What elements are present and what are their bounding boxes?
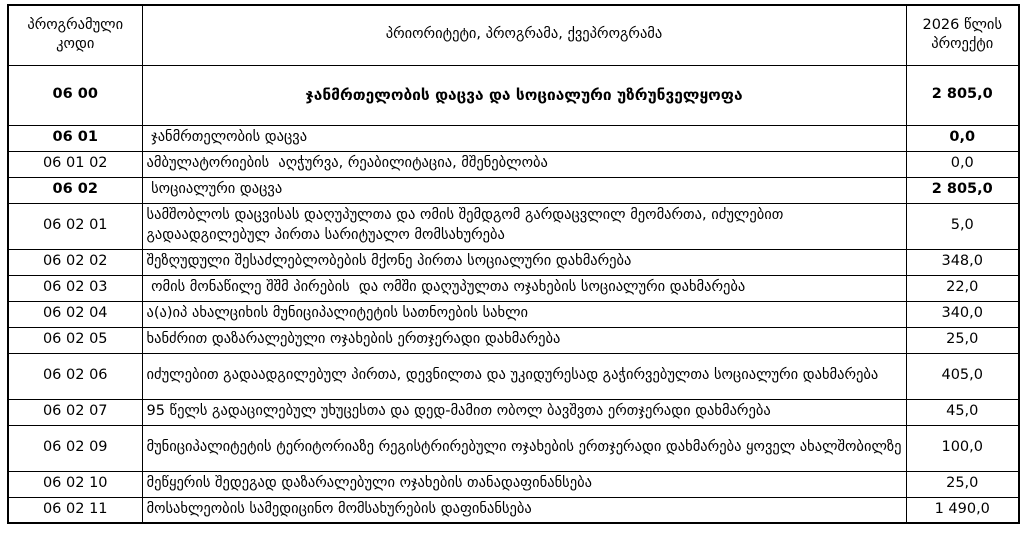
program-code-cell: 06 02 10 xyxy=(8,471,142,497)
table-row xyxy=(8,425,1019,471)
table-row xyxy=(8,177,1019,203)
program-code-cell: 06 02 01 xyxy=(8,203,142,249)
program-code-cell: 06 01 02 xyxy=(8,151,142,177)
program-name-cell: მეწყერის შედეგად დაზარალებული ოჯახების თანადაფინანსება xyxy=(142,471,906,497)
header-2026-project: 2026 წლის პროექტი xyxy=(906,5,1019,65)
table-row xyxy=(8,497,1019,523)
program-code-cell: 06 02 05 xyxy=(8,327,142,353)
program-code-cell: 06 02 02 xyxy=(8,249,142,275)
table-row xyxy=(8,125,1019,151)
amount-cell: 25,0 xyxy=(906,471,1019,497)
amount-cell: 100,0 xyxy=(906,425,1019,471)
table-row xyxy=(8,327,1019,353)
program-name-cell: ჯანმრთელობის დაცვა და სოციალური უზრუნველყოფა xyxy=(142,65,906,125)
amount-cell: 0,0 xyxy=(906,125,1019,151)
program-name-cell: ამბულატორიების აღჭურვა, რეაბილიტაცია, მშენებლობა xyxy=(142,151,906,177)
amount-cell: 45,0 xyxy=(906,399,1019,425)
amount-cell: 5,0 xyxy=(906,203,1019,249)
program-code-cell: 06 02 07 xyxy=(8,399,142,425)
program-name-cell: მუნიციპალიტეტის ტერიტორიაზე რეგისტრირებული ოჯახების ერთჯერადი დახმარება ყოველ ახალშობილზე xyxy=(142,425,906,471)
table-row xyxy=(8,471,1019,497)
program-name-cell: ჯანმრთელობის დაცვა xyxy=(142,125,906,151)
amount-cell: 22,0 xyxy=(906,275,1019,301)
program-code-cell: 06 02 11 xyxy=(8,497,142,523)
amount-cell: 2 805,0 xyxy=(906,65,1019,125)
program-code-cell: 06 02 xyxy=(8,177,142,203)
program-name-cell: შეზღუდული შესაძლებლობების მქონე პირთა სოციალური დახმარება xyxy=(142,249,906,275)
program-code-cell: 06 01 xyxy=(8,125,142,151)
program-code-cell: 06 02 06 xyxy=(8,353,142,399)
amount-cell: 2 805,0 xyxy=(906,177,1019,203)
program-code-cell: 06 02 09 xyxy=(8,425,142,471)
program-name-cell: 95 წელს გადაცილებულ უხუცესთა და დედ-მამით ობოლ ბავშვთა ერთჯერადი დახმარება xyxy=(142,399,906,425)
budget-table-container xyxy=(7,4,1018,524)
table-row xyxy=(8,249,1019,275)
program-name-cell: ა(ა)იპ ახალციხის მუნიციპალიტეტის სათნოების სახლი xyxy=(142,301,906,327)
header-priority-program: პრიორიტეტი, პროგრამა, ქვეპროგრამა xyxy=(142,5,906,65)
program-code-cell: 06 02 03 xyxy=(8,275,142,301)
program-code-cell: 06 00 xyxy=(8,65,142,125)
program-name-cell: სოციალური დაცვა xyxy=(142,177,906,203)
program-code-cell: 06 02 04 xyxy=(8,301,142,327)
table-row xyxy=(8,151,1019,177)
amount-cell: 340,0 xyxy=(906,301,1019,327)
amount-cell: 405,0 xyxy=(906,353,1019,399)
table-row xyxy=(8,275,1019,301)
program-name-cell: ხანძრით დაზარალებული ოჯახების ერთჯერადი დახმარება xyxy=(142,327,906,353)
amount-cell: 348,0 xyxy=(906,249,1019,275)
amount-cell: 25,0 xyxy=(906,327,1019,353)
budget-table xyxy=(7,4,1020,524)
program-name-cell: იძულებით გადაადგილებულ პირთა, დევნილთა და უკიდურესად გაჭირვებულთა სოციალური დახმარება xyxy=(142,353,906,399)
program-name-cell: ომის მონაწილე შშმ პირების და ომში დაღუპულთა ოჯახების სოციალური დახმარება xyxy=(142,275,906,301)
amount-cell: 1 490,0 xyxy=(906,497,1019,523)
table-row xyxy=(8,203,1019,249)
table-row xyxy=(8,65,1019,125)
table-row xyxy=(8,399,1019,425)
program-name-cell: სამშობლოს დაცვისას დაღუპულთა და ომის შემდგომ გარდაცვლილ მეომართა, იძულებით გადაადგილებულ პირთა სარიტუალო მომსახურება xyxy=(142,203,906,249)
table-row xyxy=(8,301,1019,327)
table-row xyxy=(8,353,1019,399)
table-header-row xyxy=(8,5,1019,65)
amount-cell: 0,0 xyxy=(906,151,1019,177)
header-program-code: პროგრამული კოდი xyxy=(8,5,142,65)
program-name-cell: მოსახლეობის სამედიცინო მომსახურების დაფინანსება xyxy=(142,497,906,523)
